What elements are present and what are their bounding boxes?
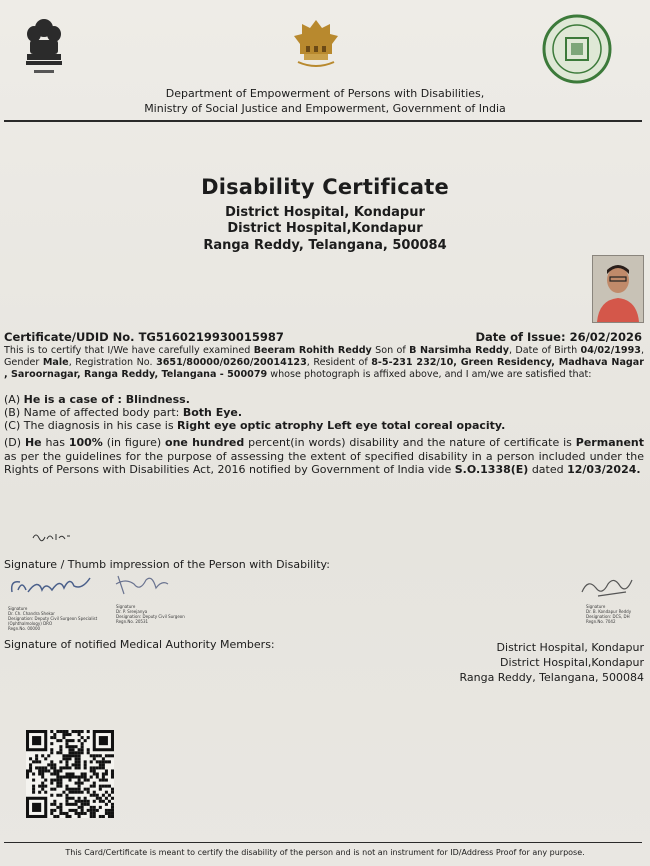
member-2-signature <box>112 570 172 600</box>
certification-paragraph: This is to certify that I/We have carefully examined Beeram Rohith Reddy Son of B Narsimha Reddy, Date of Birth 04/02/1993, Gender Male, Registration No. 3651/80000/0260/20014123, Resident of 8-5-231 232/10, Green Residency, Madhava Nagar , Saroornagar, Ranga Reddy, Telangana - 500079 whose photograph is affixed above, and I am/we are satisfied that: <box>4 345 645 380</box>
applicant-photo <box>592 255 644 323</box>
issuer-line-2: District Hospital,Kondapur <box>500 656 644 669</box>
member-3-signature <box>578 574 634 602</box>
qr-code-icon <box>26 730 114 818</box>
member-3-details: Signature Dr. B. Kondapur Reddy Designation: DCS, DH Regn.No. 7042 <box>586 604 632 624</box>
item-c: (C) The diagnosis in his case is Right eye optic atrophy Left eye total coreal opacity. <box>4 419 506 432</box>
item-a: (A) He is a case of : Blindness. <box>4 393 190 406</box>
disability-details <box>4 393 644 432</box>
item-b: (B) Name of affected body part: Both Eye. <box>4 406 243 419</box>
hospital-line-1: District Hospital, Kondapur <box>225 205 425 220</box>
person-signature-label: Signature / Thumb impression of the Person with Disability: <box>4 558 330 571</box>
member-1-signature <box>8 572 98 602</box>
member-2-details: Signature Dr. P. Sreejanya Designation: Deputy Civil Surgeon Regn.No. 20531 <box>116 604 185 624</box>
ministry-name: Ministry of Social Justice and Empowerment, Government of India <box>144 102 506 115</box>
person-signature-scribble <box>32 530 72 542</box>
member-1-details: Signature Dr. Ch. Chandra Shekar Designation: Deputy Civil Surgeon Specialist (Ophthalmology) DRO Regn.No. 00000 <box>8 606 98 631</box>
header-divider <box>4 120 642 122</box>
government-seal-icon <box>542 14 612 84</box>
authority-signature-label: Signature of notified Medical Authority Members: <box>4 638 275 651</box>
item-d: (D) He has 100% (in figure) one hundred percent(in words) disability and the nature of certificate is Permanent as per the guidelines for the purpose of assessing the extent of specified disability in a person included under the Rights of Persons with Disabilities Act, 2016 notified by Government of India vide S.O.1338(E) dated 12/03/2024. <box>4 436 644 476</box>
footer-disclaimer: This Card/Certificate is meant to certify the disability of the person and is not an instrument for ID/Address Proof for any purpose. <box>65 848 585 857</box>
udid-number: Certificate/UDID No. TG5160219930015987 <box>4 330 284 344</box>
national-emblem-icon <box>22 18 66 80</box>
certificate-title: Disability Certificate <box>201 175 449 199</box>
hospital-line-3: Ranga Reddy, Telangana, 500084 <box>203 238 447 253</box>
footer-divider <box>4 842 642 843</box>
issue-date: Date of Issue: 26/02/2026 <box>475 330 642 344</box>
department-name: Department of Empowerment of Persons with Disabilities, <box>165 87 485 100</box>
issuer-line-3: Ranga Reddy, Telangana, 500084 <box>459 671 644 684</box>
state-crest-icon <box>286 16 346 70</box>
issuer-line-1: District Hospital, Kondapur <box>496 641 644 654</box>
hospital-line-2: District Hospital,Kondapur <box>227 221 423 236</box>
